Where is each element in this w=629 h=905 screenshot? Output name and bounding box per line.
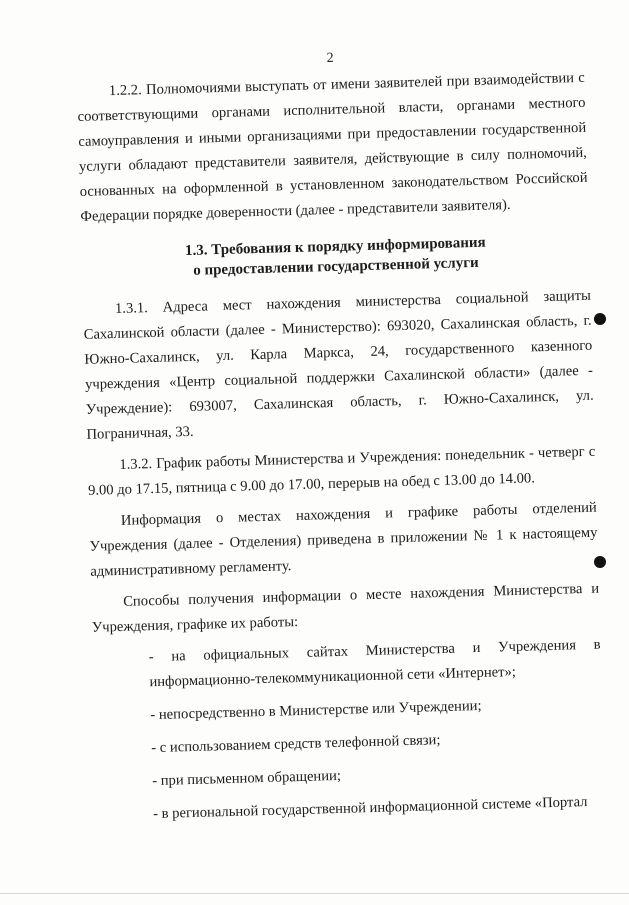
section-heading-line-1: 1.3. Требования к порядку информирования bbox=[184, 234, 486, 260]
punch-hole-mark-top bbox=[594, 313, 606, 325]
section-heading bbox=[81, 230, 590, 284]
document-body bbox=[76, 44, 606, 837]
list-item: - непосредственно в Министерстве или Учреждении; bbox=[150, 697, 482, 724]
paragraph-1-3-1: 1.3.1. Адреса мест нахождения министерства социальной защиты Сахалинской области (далее - Министерство): 693020, Сахалинская область, г. Южно-Сахалинск, ул. Карла Маркса, 24, государственного казенного учреждения «Центр социальной поддержки Сахалинской области» (далее - Учреждение): 693007, Сахалинская область, г. Южно-Сахалинск, ул. Пограничная, 33. bbox=[83, 287, 594, 443]
page-number: 2 bbox=[326, 50, 334, 66]
section-heading-line-2: о предоставлении государственной услуги bbox=[192, 254, 479, 279]
list-item: - на официальных сайтах Министерства и Учреждения в информационно-телекоммуникационной сети «Интернет»; bbox=[148, 636, 601, 691]
list-item: - при письменном обращении; bbox=[151, 767, 342, 790]
punch-hole-mark-bottom bbox=[594, 556, 606, 568]
list-item: - в региональной государственной информационной системе «Портал bbox=[152, 794, 588, 823]
paragraph-departments-info: Информация о местах нахождения и графике работы отделений Учреждения (далее - Отделения) приведена в приложении № 1 к настоящему административному регламенту. bbox=[89, 499, 598, 580]
paragraph-info-methods: Способы получения информации о месте нахождения Министерства и Учреждения, графике их работы: bbox=[91, 580, 600, 636]
paragraph-1-3-2: 1.3.2. График работы Министерства и Учреждения: понедельник - четверг с 9.00 до 17.15, пятница с 9.00 до 17.00, перерыв на обед с 13.00 до 14.00. bbox=[87, 443, 596, 499]
list-item: - с использованием средств телефонной связи; bbox=[151, 732, 441, 757]
info-methods-list bbox=[92, 633, 605, 829]
scan-edge-line bbox=[0, 893, 629, 894]
paragraph-1-2-2: 1.2.2. Полномочиями выступать от имени заявителей при взаимодействии с соответствующими органами исполнительной власти, органами местного самоуправления и иными организациями при предоставлении государственной услуги обладают представители заявителя, действующие в силу полномочий, основанных на оформленной в установленном законодательством Российской Федерации порядке доверенности (далее - представители заявителя). bbox=[77, 69, 588, 225]
